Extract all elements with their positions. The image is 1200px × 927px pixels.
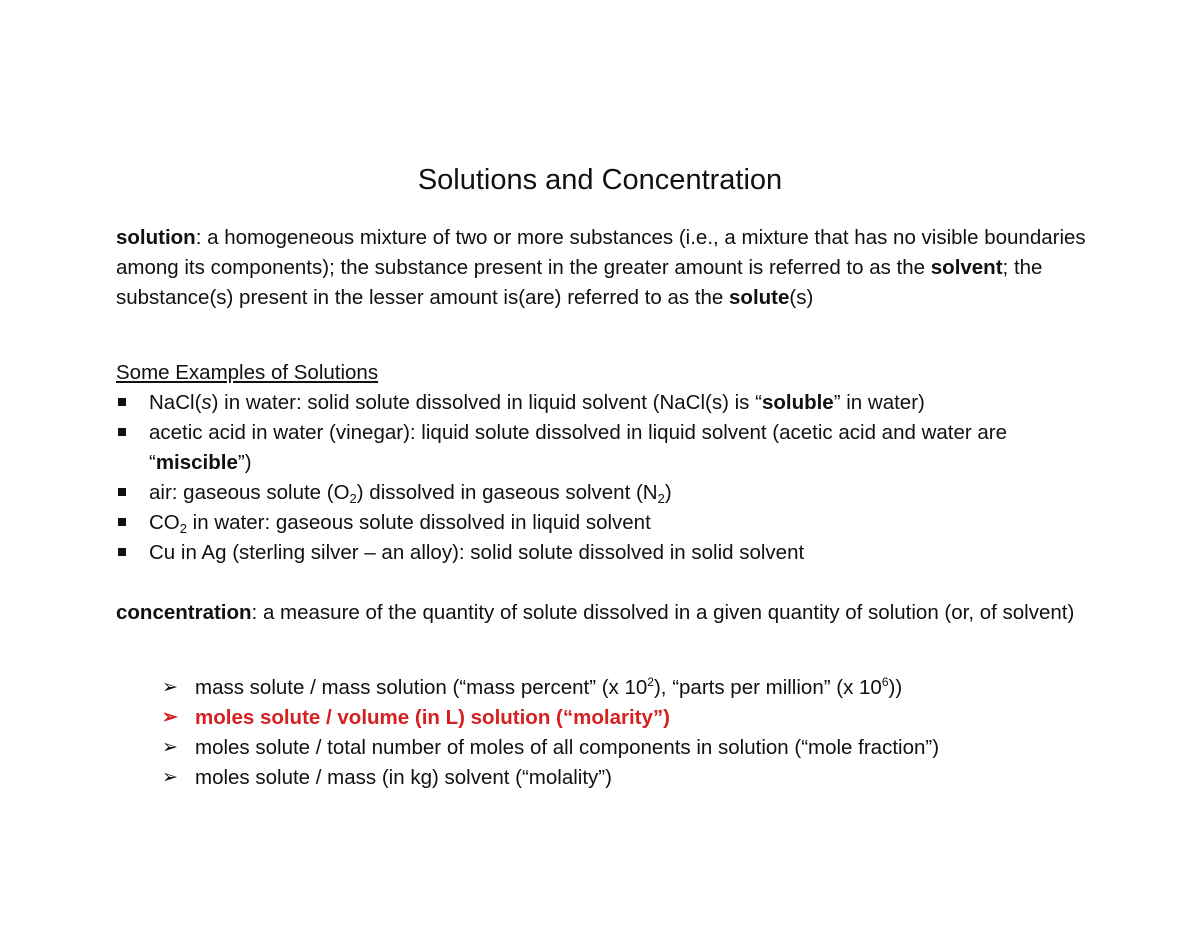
arrow-bullet-icon: ➢ [162, 737, 178, 758]
concentration-definition [116, 598, 1091, 628]
item-text: Cu in Ag (sterling silver – an alloy): solid solute dissolved in solid solvent [149, 541, 805, 564]
item-text: ) in water: solid solute dissolved in liquid solvent (NaCl(s) is “ [211, 391, 762, 414]
list-item-highlighted [162, 703, 1122, 733]
term-miscible: miscible [155, 451, 238, 474]
square-bullet-icon [118, 488, 126, 496]
item-text: ” in water) [833, 391, 925, 414]
list-item [116, 418, 1091, 478]
item-text: moles solute / volume (in L) solution (“molarity”) [195, 706, 670, 729]
list-item [162, 733, 1122, 763]
term-solvent: solvent [930, 256, 1003, 279]
solution-definition [116, 223, 1091, 313]
item-text-italic: s [201, 391, 212, 414]
term-solution: solution [116, 226, 196, 249]
superscript: 6 [881, 675, 889, 689]
item-text: in water: gaseous solute dissolved in liquid solvent [186, 511, 651, 534]
definition-text: : a measure of the quantity of solute dissolved in a given quantity of solution (or, of solvent) [251, 601, 1075, 624]
definition-text: (s) [789, 286, 814, 309]
list-item [116, 388, 1091, 418]
arrow-bullet-icon: ➢ [162, 677, 178, 698]
item-text: ) dissolved in gaseous solvent (N [356, 481, 658, 504]
term-soluble: soluble [761, 391, 834, 414]
square-bullet-icon [118, 428, 126, 436]
item-text: )) [888, 676, 903, 699]
term-solute: solute [729, 286, 790, 309]
term-concentration: concentration [116, 601, 252, 624]
list-item [162, 673, 1122, 703]
item-text: CO [149, 511, 180, 534]
square-bullet-icon [118, 518, 126, 526]
square-bullet-icon [118, 398, 126, 406]
square-bullet-icon [118, 548, 126, 556]
item-text: ), “parts per million” (x 10 [653, 676, 882, 699]
item-text: acetic acid in water (vinegar): liquid solute dissolved in liquid solvent (acetic acid and water are “ [149, 421, 1008, 474]
subscript: 2 [179, 521, 187, 536]
superscript: 2 [647, 675, 654, 689]
subscript: 2 [657, 491, 665, 506]
item-text: ”) [237, 451, 252, 474]
list-item [162, 763, 1122, 793]
list-item [116, 508, 1091, 538]
list-item [116, 478, 1091, 508]
page-title: Solutions and Concentration [417, 164, 783, 196]
item-text: NaCl( [149, 391, 202, 414]
definition-text: : a homogeneous mixture of two or more substances (i.e., a mixture that has no visible boundaries among its components); the substance present in the greater amount is referred to as the [116, 226, 1086, 279]
item-text: moles solute / mass (in kg) solvent (“molality”) [195, 766, 612, 789]
definition-text: ; the substance(s) present in the lesser amount is(are) referred to as the [116, 256, 1043, 309]
item-text: ) [664, 481, 672, 504]
item-text: mass solute / mass solution (“mass percent” (x 10 [195, 676, 648, 699]
subscript: 2 [349, 491, 357, 506]
arrow-bullet-icon: ➢ [162, 767, 178, 788]
arrow-bullet-icon: ➢ [162, 707, 178, 728]
list-item [116, 538, 1091, 568]
examples-list [116, 388, 1091, 568]
item-text: air: gaseous solute (O [149, 481, 350, 504]
item-text: moles solute / total number of moles of all components in solution (“mole fraction”) [195, 736, 940, 759]
examples-heading: Some Examples of Solutions [116, 361, 379, 384]
measures-list [162, 673, 1122, 793]
